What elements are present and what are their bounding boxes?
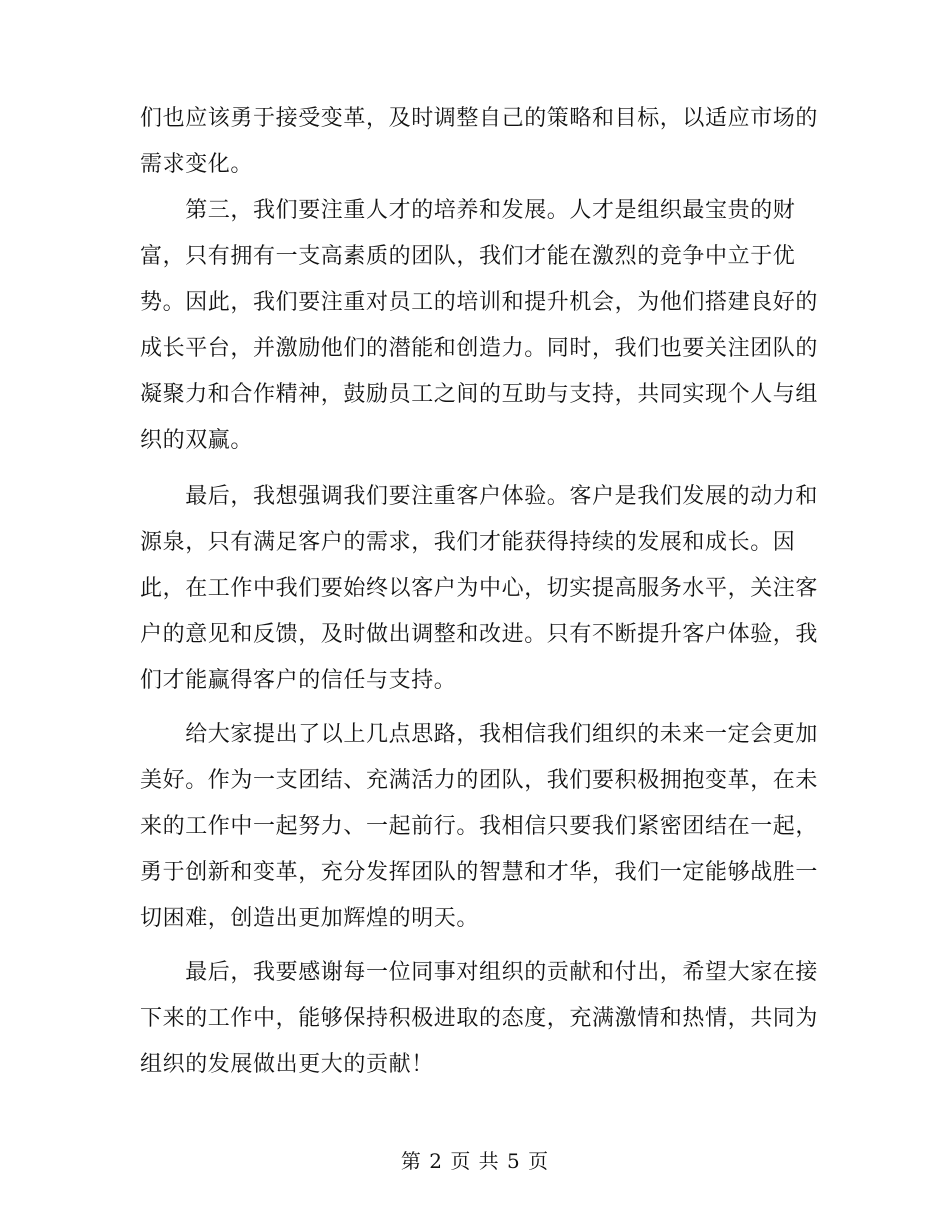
- text-line: 们才能赢得客户的信任与支持。: [140, 668, 457, 693]
- text-line: 势。因此，我们要注重对员工的培训和提升机会，为他们搭建良好的: [140, 290, 819, 315]
- text-line: 们也应该勇于接受变革，及时调整自己的策略和目标，以适应市场的: [140, 106, 819, 131]
- text-line: 来的工作中一起努力、一起前行。我相信只要我们紧密团结在一起，: [140, 814, 819, 839]
- text-line: 织的双赢。: [140, 428, 254, 453]
- page-number-footer: 第 2 页 共 5 页: [400, 1149, 550, 1173]
- text-line: 下来的工作中，能够保持积极进取的态度，充满激情和热情，共同为: [140, 1006, 819, 1031]
- text-line: 最后，我要感谢每一位同事对组织的贡献和付出，希望大家在接: [140, 960, 819, 985]
- text-line: 美好。作为一支团结、充满活力的团队，我们要积极拥抱变革，在未: [140, 768, 819, 793]
- text-line: 最后，我想强调我们要注重客户体验。客户是我们发展的动力和: [140, 484, 819, 509]
- text-line: 户的意见和反馈，及时做出调整和改进。只有不断提升客户体验，我: [140, 622, 819, 647]
- text-line: 源泉，只有满足客户的需求，我们才能获得持续的发展和成长。因: [140, 530, 796, 555]
- text-line: 第三，我们要注重人才的培养和发展。人才是组织最宝贵的财: [140, 198, 796, 223]
- text-line: 富，只有拥有一支高素质的团队，我们才能在激烈的竞争中立于优: [140, 244, 796, 269]
- text-line: 此，在工作中我们要始终以客户为中心，切实提高服务水平，关注客: [140, 576, 819, 601]
- text-line: 需求变化。: [140, 152, 254, 177]
- text-line: 组织的发展做出更大的贡献！: [140, 1052, 434, 1077]
- text-line: 给大家提出了以上几点思路，我相信我们组织的未来一定会更加: [140, 722, 819, 747]
- text-line: 凝聚力和合作精神，鼓励员工之间的互助与支持，共同实现个人与组: [140, 382, 819, 407]
- text-line: 勇于创新和变革，充分发挥团队的智慧和才华，我们一定能够战胜一: [140, 860, 819, 885]
- text-line: 切困难，创造出更加辉煌的明天。: [140, 906, 480, 931]
- text-line: 成长平台，并激励他们的潜能和创造力。同时，我们也要关注团队的: [140, 336, 819, 361]
